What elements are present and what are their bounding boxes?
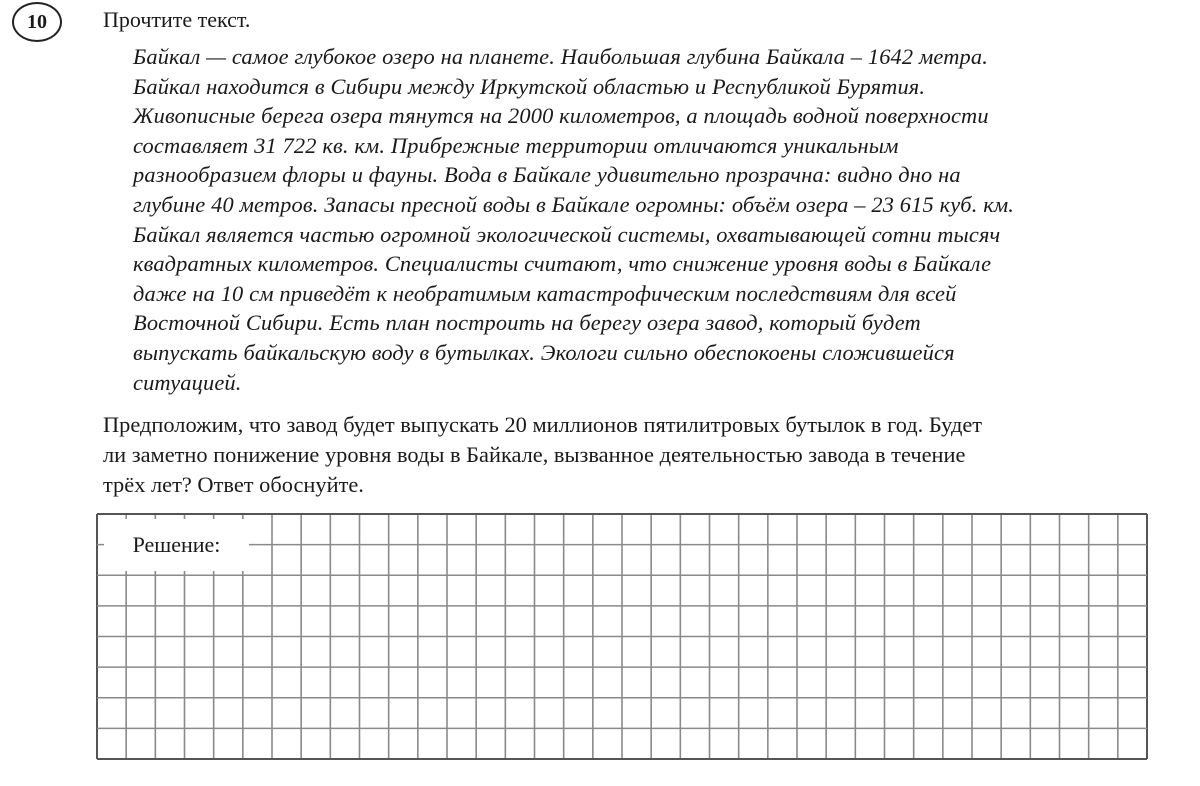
reading-line: разнообразием флоры и фауны. Вода в Байкале удивительно прозрачна: видно дно на	[133, 162, 961, 188]
solution-label: Решение:	[104, 519, 249, 571]
task-number: 10	[27, 10, 47, 33]
reading-line: Байкал находится в Сибири между Иркутской областью и Республикой Бурятия.	[133, 73, 926, 99]
instruction-text: Прочтите текст.	[103, 7, 251, 32]
reading-line: Байкал является частью огромной экологической системы, охватывающей сотни тысяч	[133, 221, 1001, 247]
reading-line: ситуацией.	[133, 369, 242, 395]
question-line: Предположим, что завод будет выпускать 20 миллионов пятилитровых бутылок в год. Будет	[103, 412, 983, 437]
reading-line: Восточной Сибири. Есть план построить на берегу озера завод, который будет	[133, 310, 921, 336]
reading-passage	[133, 42, 1140, 397]
answer-grid[interactable]	[96, 513, 1148, 760]
task-number-badge	[12, 2, 62, 42]
question-text	[103, 410, 1140, 500]
question-line: трёх лет? Ответ обоснуйте.	[103, 472, 364, 497]
reading-line: выпускать байкальскую воду в бутылках. Экологи сильно обеспокоены сложившейся	[133, 339, 955, 365]
reading-line: составляет 31 722 кв. км. Прибрежные территории отличаются уникальным	[133, 132, 899, 158]
reading-line: глубине 40 метров. Запасы пресной воды в Байкале огромны: объём озера – 23 615 куб. км.	[133, 191, 1015, 217]
reading-line: Живописные берега озера тянутся на 2000 километров, а площадь водной поверхности	[133, 103, 989, 129]
reading-line: квадратных километров. Специалисты считают, что снижение уровня воды в Байкале	[133, 251, 992, 277]
question-line: ли заметно понижение уровня воды в Байкале, вызванное деятельностью завода в течение	[103, 442, 966, 467]
reading-line: Байкал — самое глубокое озеро на планете. Наибольшая глубина Байкала – 1642 метра.	[133, 44, 988, 69]
reading-line: даже на 10 см приведёт к необратимым катастрофическим последствиям для всей	[133, 280, 957, 306]
answer-area[interactable]	[96, 513, 1148, 760]
